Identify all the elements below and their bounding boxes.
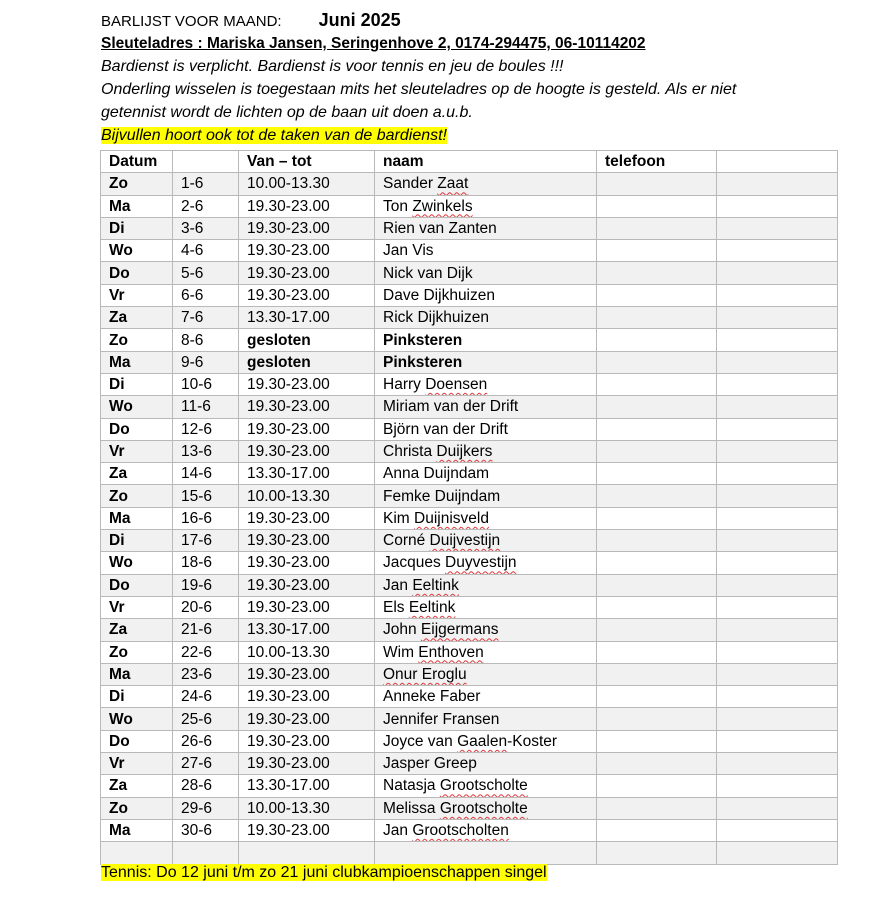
phone-cell <box>597 686 717 708</box>
name-text-spellcheck: Doensen <box>425 376 488 394</box>
name-cell <box>375 530 597 552</box>
name-cell <box>375 686 597 708</box>
table-row <box>101 240 838 262</box>
table-row <box>101 351 838 373</box>
empty-cell <box>101 842 173 864</box>
date-cell: 27-6 <box>173 753 239 775</box>
extra-cell <box>717 440 838 462</box>
day-cell: Za <box>101 463 173 485</box>
name-cell <box>375 775 597 797</box>
time-cell: 19.30-23.00 <box>239 195 375 217</box>
extra-cell <box>717 775 838 797</box>
name-cell <box>375 463 597 485</box>
name-text: Jan <box>383 822 413 840</box>
date-cell: 9-6 <box>173 351 239 373</box>
name-cell <box>375 596 597 618</box>
date-cell: 12-6 <box>173 418 239 440</box>
day-cell: Do <box>101 730 173 752</box>
name-cell <box>375 708 597 730</box>
day-cell: Wo <box>101 396 173 418</box>
extra-cell <box>717 797 838 819</box>
day-cell: Ma <box>101 195 173 217</box>
time-cell: 19.30-23.00 <box>239 440 375 462</box>
extra-cell <box>717 819 838 841</box>
table-row <box>101 819 838 841</box>
time-cell: 10.00-13.30 <box>239 641 375 663</box>
table-row <box>101 173 838 195</box>
name-cell <box>375 485 597 507</box>
extra-cell <box>717 240 838 262</box>
phone-cell <box>597 641 717 663</box>
extra-cell <box>717 373 838 395</box>
date-cell: 3-6 <box>173 217 239 239</box>
name-text: Rick Dijkhuizen <box>383 309 489 327</box>
date-cell: 20-6 <box>173 596 239 618</box>
extra-cell <box>717 663 838 685</box>
table-row <box>101 307 838 329</box>
name-text: Wim <box>383 643 419 661</box>
list-title: BARLIJST VOOR MAAND: <box>101 13 282 30</box>
extra-cell <box>717 329 838 351</box>
time-cell: 19.30-23.00 <box>239 819 375 841</box>
day-cell: Di <box>101 373 173 395</box>
phone-cell <box>597 619 717 641</box>
time-cell: 19.30-23.00 <box>239 596 375 618</box>
name-text: Natasja <box>383 777 440 795</box>
time-cell: 13.30-17.00 <box>239 307 375 329</box>
extra-cell <box>717 619 838 641</box>
day-cell: Vr <box>101 440 173 462</box>
note-mandatory: Bardienst is verplicht. Bardienst is voor tennis en jeu de boules !!! <box>101 58 564 75</box>
day-cell: Ma <box>101 507 173 529</box>
day-cell: Ma <box>101 819 173 841</box>
name-text: Joyce van <box>383 732 458 750</box>
date-cell: 29-6 <box>173 797 239 819</box>
extra-cell <box>717 485 838 507</box>
phone-cell <box>597 195 717 217</box>
table-row <box>101 396 838 418</box>
date-cell: 18-6 <box>173 552 239 574</box>
name-cell <box>375 797 597 819</box>
footer-highlight: Tennis: Do 12 juni t/m zo 21 juni clubkampioenschappen singel <box>101 864 547 881</box>
table-row <box>101 262 838 284</box>
day-cell: Za <box>101 619 173 641</box>
name-cell <box>375 641 597 663</box>
name-text-spellcheck: Duijvestijn <box>429 532 501 550</box>
time-cell: 19.30-23.00 <box>239 753 375 775</box>
date-cell: 13-6 <box>173 440 239 462</box>
time-cell: 10.00-13.30 <box>239 485 375 507</box>
note-swap-1: Onderling wisselen is toegestaan mits het sleuteladres op de hoogte is gesteld. Als er niet <box>101 81 737 98</box>
key-address-line: Sleuteladres : Mariska Jansen, Seringenhove 2, 0174-294475, 06-10114202 <box>101 35 646 52</box>
table-row <box>101 663 838 685</box>
phone-cell <box>597 819 717 841</box>
name-text: Anneke Faber <box>383 688 481 706</box>
day-cell: Di <box>101 686 173 708</box>
date-cell: 26-6 <box>173 730 239 752</box>
day-cell: Di <box>101 530 173 552</box>
name-text-spellcheck: Zwinkels <box>412 197 473 215</box>
table-row <box>101 284 838 306</box>
extra-cell <box>717 552 838 574</box>
date-cell: 5-6 <box>173 262 239 284</box>
date-cell: 7-6 <box>173 307 239 329</box>
date-cell: 22-6 <box>173 641 239 663</box>
time-cell: 19.30-23.00 <box>239 396 375 418</box>
day-cell: Wo <box>101 552 173 574</box>
day-cell: Wo <box>101 708 173 730</box>
name-cell <box>375 418 597 440</box>
time-cell: 19.30-23.00 <box>239 262 375 284</box>
name-cell <box>375 552 597 574</box>
date-cell: 15-6 <box>173 485 239 507</box>
name-text-spellcheck: Grootscholten <box>412 822 509 840</box>
note-swap-2: getennist wordt de lichten op de baan uit doen a.u.b. <box>101 104 473 121</box>
date-cell: 25-6 <box>173 708 239 730</box>
day-cell: Ma <box>101 663 173 685</box>
name-text: Sander <box>383 175 438 193</box>
time-cell: 19.30-23.00 <box>239 240 375 262</box>
name-cell <box>375 507 597 529</box>
time-cell: 19.30-23.00 <box>239 530 375 552</box>
phone-cell <box>597 396 717 418</box>
date-cell: 8-6 <box>173 329 239 351</box>
extra-cell <box>717 708 838 730</box>
phone-cell <box>597 463 717 485</box>
phone-cell <box>597 307 717 329</box>
table-row <box>101 574 838 596</box>
table-row <box>101 775 838 797</box>
name-text: Miriam van der Drift <box>383 398 519 416</box>
name-cell <box>375 819 597 841</box>
name-text-spellcheck: Duijnisveld <box>414 509 489 527</box>
name-cell <box>375 262 597 284</box>
day-cell: Vr <box>101 284 173 306</box>
name-text: Harry <box>383 376 426 394</box>
name-cell <box>375 440 597 462</box>
name-cell <box>375 753 597 775</box>
name-text: Melissa <box>383 799 440 817</box>
name-cell <box>375 373 597 395</box>
name-text-spellcheck: Eeltink <box>408 599 456 617</box>
time-cell: 19.30-23.00 <box>239 663 375 685</box>
name-text: John <box>383 621 421 639</box>
extra-cell <box>717 396 838 418</box>
name-text: Jan <box>383 576 413 594</box>
col-header-date <box>173 151 239 173</box>
name-text: Jan Vis <box>383 242 434 260</box>
name-cell <box>375 329 597 351</box>
date-cell: 24-6 <box>173 686 239 708</box>
extra-cell <box>717 195 838 217</box>
name-cell <box>375 217 597 239</box>
phone-cell <box>597 418 717 440</box>
table-header-row <box>101 151 838 173</box>
day-cell: Do <box>101 574 173 596</box>
phone-cell <box>597 530 717 552</box>
phone-cell <box>597 663 717 685</box>
name-cell <box>375 574 597 596</box>
table-row <box>101 797 838 819</box>
name-cell <box>375 663 597 685</box>
name-text: Jennifer Fransen <box>383 710 500 728</box>
highlighted-note: Bijvullen hoort ook tot de taken van de bardienst! <box>101 127 447 144</box>
day-cell: Za <box>101 775 173 797</box>
extra-cell <box>717 507 838 529</box>
name-text: Els <box>383 599 409 617</box>
phone-cell <box>597 329 717 351</box>
extra-cell <box>717 641 838 663</box>
time-cell: 19.30-23.00 <box>239 418 375 440</box>
day-cell: Vr <box>101 596 173 618</box>
col-header-phone: telefoon <box>597 151 717 173</box>
date-cell: 6-6 <box>173 284 239 306</box>
table-row <box>101 329 838 351</box>
phone-cell <box>597 373 717 395</box>
time-cell: 19.30-23.00 <box>239 507 375 529</box>
extra-cell <box>717 217 838 239</box>
time-cell: 10.00-13.30 <box>239 173 375 195</box>
phone-cell <box>597 507 717 529</box>
col-header-name: naam <box>375 151 597 173</box>
day-cell: Wo <box>101 240 173 262</box>
time-cell: 19.30-23.00 <box>239 552 375 574</box>
name-text-spellcheck: Eeltink <box>412 576 459 594</box>
note-refill <box>101 124 837 147</box>
name-text: Dave Dijkhuizen <box>383 286 495 304</box>
name-text: Corné <box>383 532 430 550</box>
phone-cell <box>597 351 717 373</box>
table-row <box>101 418 838 440</box>
name-text-spellcheck: Grootscholte <box>439 799 528 817</box>
time-cell: 13.30-17.00 <box>239 775 375 797</box>
extra-cell <box>717 284 838 306</box>
phone-cell <box>597 775 717 797</box>
phone-cell <box>597 240 717 262</box>
extra-cell <box>717 686 838 708</box>
name-cell <box>375 284 597 306</box>
phone-cell <box>597 217 717 239</box>
extra-cell <box>717 307 838 329</box>
table-row <box>101 507 838 529</box>
date-cell: 14-6 <box>173 463 239 485</box>
date-cell: 19-6 <box>173 574 239 596</box>
phone-cell <box>597 797 717 819</box>
date-cell: 4-6 <box>173 240 239 262</box>
name-text: Jacques <box>383 554 446 572</box>
phone-cell <box>597 440 717 462</box>
extra-cell <box>717 730 838 752</box>
phone-cell <box>597 708 717 730</box>
day-cell: Do <box>101 262 173 284</box>
name-cell <box>375 351 597 373</box>
empty-cell <box>717 842 838 864</box>
day-cell: Zo <box>101 485 173 507</box>
extra-cell <box>717 463 838 485</box>
empty-cell <box>239 842 375 864</box>
name-cell <box>375 173 597 195</box>
name-text-suffix: -Koster <box>507 732 558 750</box>
name-text-spellcheck: Grootscholte <box>439 777 528 795</box>
phone-cell <box>597 753 717 775</box>
name-text-spellcheck: Zaat <box>437 175 469 193</box>
time-cell: gesloten <box>239 351 375 373</box>
phone-cell <box>597 485 717 507</box>
date-cell: 17-6 <box>173 530 239 552</box>
date-cell: 11-6 <box>173 396 239 418</box>
extra-cell <box>717 753 838 775</box>
document-header <box>101 8 837 147</box>
table-row <box>101 217 838 239</box>
table-row <box>101 530 838 552</box>
day-cell: Za <box>101 307 173 329</box>
table-row <box>101 440 838 462</box>
title-row <box>101 8 837 32</box>
phone-cell <box>597 574 717 596</box>
extra-cell <box>717 351 838 373</box>
name-cell <box>375 307 597 329</box>
day-cell: Zo <box>101 173 173 195</box>
table-row <box>101 596 838 618</box>
day-cell: Vr <box>101 753 173 775</box>
extra-cell <box>717 418 838 440</box>
date-cell: 30-6 <box>173 819 239 841</box>
name-text: Pinksteren <box>383 353 463 371</box>
day-cell: Ma <box>101 351 173 373</box>
time-cell: 19.30-23.00 <box>239 217 375 239</box>
date-cell: 23-6 <box>173 663 239 685</box>
col-header-extra <box>717 151 838 173</box>
phone-cell <box>597 173 717 195</box>
name-text-spellcheck: Gaalen <box>457 732 508 750</box>
table-row <box>101 485 838 507</box>
empty-cell <box>375 842 597 864</box>
phone-cell <box>597 552 717 574</box>
date-cell: 2-6 <box>173 195 239 217</box>
month-label: Juni 2025 <box>318 10 401 30</box>
name-text-spellcheck: Enthoven <box>418 643 484 661</box>
extra-cell <box>717 596 838 618</box>
table-row <box>101 686 838 708</box>
bar-schedule-table <box>100 150 838 865</box>
table-row <box>101 195 838 217</box>
table-row <box>101 552 838 574</box>
time-cell: 19.30-23.00 <box>239 373 375 395</box>
date-cell: 16-6 <box>173 507 239 529</box>
day-cell: Do <box>101 418 173 440</box>
name-text: Nick van Dijk <box>383 264 473 282</box>
day-cell: Di <box>101 217 173 239</box>
name-text: Ton <box>383 197 413 215</box>
time-cell: 19.30-23.00 <box>239 708 375 730</box>
time-cell: 19.30-23.00 <box>239 574 375 596</box>
name-cell <box>375 396 597 418</box>
name-text: Kim <box>383 509 414 527</box>
day-cell: Zo <box>101 797 173 819</box>
name-text: Pinksteren <box>383 331 463 349</box>
name-text: Jasper Greep <box>383 755 477 773</box>
time-cell: 19.30-23.00 <box>239 730 375 752</box>
empty-row <box>101 842 838 864</box>
time-cell: 13.30-17.00 <box>239 463 375 485</box>
name-text-spellcheck: Onur Eroglu <box>383 665 467 683</box>
extra-cell <box>717 262 838 284</box>
date-cell: 10-6 <box>173 373 239 395</box>
name-text: Christa <box>383 443 437 460</box>
table-row <box>101 619 838 641</box>
time-cell: 13.30-17.00 <box>239 619 375 641</box>
name-text: Björn van der Drift <box>383 420 508 438</box>
phone-cell <box>597 730 717 752</box>
day-cell: Zo <box>101 329 173 351</box>
col-header-datum: Datum <box>101 151 173 173</box>
name-text-spellcheck: Duyvestijn <box>445 554 517 572</box>
extra-cell <box>717 173 838 195</box>
time-cell: 10.00-13.30 <box>239 797 375 819</box>
time-cell: 19.30-23.00 <box>239 686 375 708</box>
phone-cell <box>597 284 717 306</box>
date-cell: 21-6 <box>173 619 239 641</box>
time-cell: 19.30-23.00 <box>239 284 375 306</box>
table-row <box>101 641 838 663</box>
table-row <box>101 708 838 730</box>
time-cell: gesloten <box>239 329 375 351</box>
extra-cell <box>717 530 838 552</box>
footer-note <box>101 862 547 884</box>
col-header-time: Van – tot <box>239 151 375 173</box>
table-row <box>101 730 838 752</box>
phone-cell <box>597 596 717 618</box>
name-cell <box>375 195 597 217</box>
phone-cell <box>597 262 717 284</box>
date-cell: 28-6 <box>173 775 239 797</box>
empty-cell <box>173 842 239 864</box>
day-cell: Zo <box>101 641 173 663</box>
table-row <box>101 753 838 775</box>
name-text-spellcheck: Duijkers <box>436 443 493 460</box>
empty-cell <box>597 842 717 864</box>
name-cell <box>375 730 597 752</box>
date-cell: 1-6 <box>173 173 239 195</box>
name-text: Femke Duijndam <box>383 487 501 505</box>
name-text: Anna Duijndam <box>383 465 489 483</box>
extra-cell <box>717 574 838 596</box>
table-row <box>101 463 838 485</box>
name-text: Rien van Zanten <box>383 220 497 238</box>
name-text-spellcheck: Eijgermans <box>420 621 499 639</box>
table-row <box>101 373 838 395</box>
name-cell <box>375 240 597 262</box>
name-cell <box>375 619 597 641</box>
